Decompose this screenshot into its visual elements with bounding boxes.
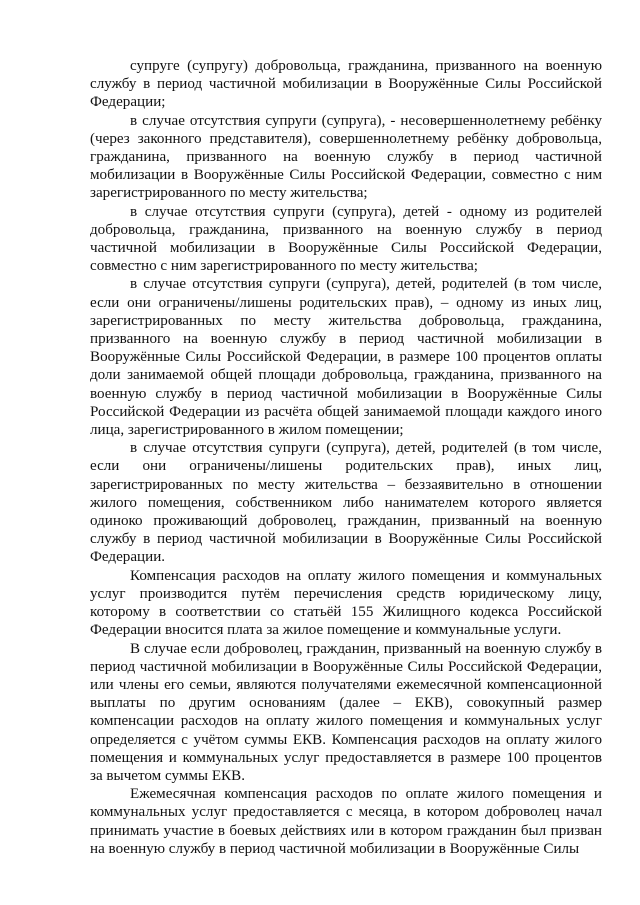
paragraph: Ежемесячная компенсация расходов по оплате жилого помещения и коммунальных услуг предоставляется с месяца, в котором доброволец начал принимать участие в боевых действиях или в котором гражданин был призван на военную службу в период частичной мобилизации в Вооружённые Силы — [90, 786, 602, 857]
paragraph: в случае отсутствия супруги (супруга), детей, родителей (в том числе, если они ограничены/лишены родительских прав), иных лиц, зарегистрированных по месту жительства – беззаявительно в отношении жилого помещения, собственником либо нанимателем которого является одиноко проживающий доброволец, гражданин, призванный на военную службу в период частичной мобилизации в Вооружённые Силы Российской Федерации. — [90, 440, 602, 566]
paragraph: в случае отсутствия супруги (супруга), - несовершеннолетнему ребёнку (через законного представителя), совершеннолетнему ребёнку добровольца, гражданина, призванного на военную службу в период частичной мобилизации в Вооружённые Силы Российской Федерации, совместно с ним зарегистрированного по месту жительства; — [90, 112, 602, 202]
document-body — [90, 57, 602, 858]
paragraph: в случае отсутствия супруги (супруга), детей, родителей (в том числе, если они ограничены/лишены родительских прав), – одному из иных лиц, зарегистрированных по месту жительства добровольца, гражданина, призванного на военную службу в период частичной мобилизации в Вооружённые Силы Российской Федерации, в размере 100 процентов оплаты доли занимаемой общей площади добровольца, гражданина, призванного на военную службу в период частичной мобилизации в Вооружённые Силы Российской Федерации из расчёта общей занимаемой площади каждого иного лица, зарегистрированного в жилом помещении; — [90, 276, 602, 439]
paragraph: супруге (супругу) добровольца, гражданина, призванного на военную службу в период частичной мобилизации в Вооружённые Силы Российской Федерации; — [90, 58, 602, 111]
paragraph: В случае если доброволец, гражданин, призванный на военную службу в период частичной мобилизации в Вооружённые Силы Российской Федерации, или члены его семьи, являются получателями ежемесячной компенсационной выплаты по другим основаниям (далее – ЕКВ), совокупный размер компенсации расходов на оплату жилого помещения и коммунальных услуг определяется с учётом суммы ЕКВ. Компенсация расходов на оплату жилого помещения и коммунальных услуг предоставляется в размере 100 процентов за вычетом суммы ЕКВ. — [90, 640, 602, 784]
paragraph: в случае отсутствия супруги (супруга), детей - одному из родителей добровольца, гражданина, призванного на военную службу в период частичной мобилизации в Вооружённые Силы Российской Федерации, совместно с ним зарегистрированного по месту жительства; — [90, 203, 602, 275]
paragraph: Компенсация расходов на оплату жилого помещения и коммунальных услуг производится путём перечисления средств юридическому лицу, которому в соответствии со статьёй 155 Жилищного кодекса Российской Федерации вносится плата за жилое помещение и коммунальные услуги. — [90, 567, 602, 639]
